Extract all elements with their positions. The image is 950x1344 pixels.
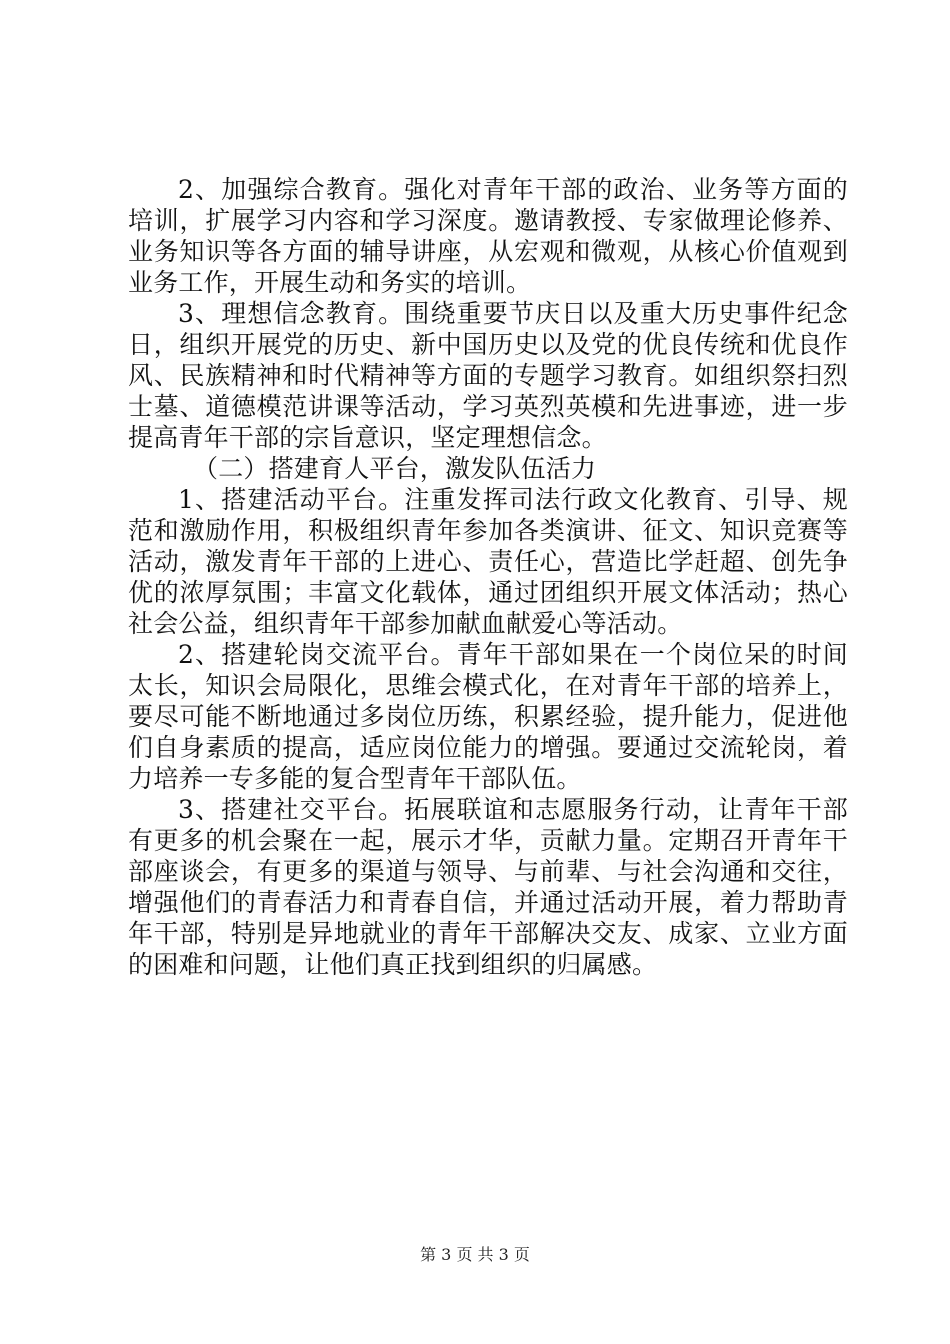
- paragraph-rotation-platform: 2、搭建轮岗交流平台。青年干部如果在一个岗位呆的时间太长，知识会局限化，思维会模式化，在对青年干部的培养上，要尽可能不断地通过多岗位历练，积累经验，提升能力，促进他们自身素质的提高，适应岗位能力的增强。要通过交流轮岗，着力培养一专多能的复合型青年干部队伍。: [128, 640, 848, 793]
- paragraph-social-platform: 3、搭建社交平台。拓展联谊和志愿服务行动，让青年干部有更多的机会聚在一起，展示才华，贡献力量。定期召开青年干部座谈会，有更多的渠道与领导、与前辈、与社会沟通和交往，增强他们的青春活力和青春自信，并通过活动开展，着力帮助青年干部，特别是异地就业的青年干部解决交友、成家、立业方面的困难和问题，让他们真正找到组织的归属感。: [128, 795, 848, 979]
- section-heading-platform: （二）搭建育人平台，激发队伍活力: [193, 454, 597, 483]
- page-footer: 第 3 页 共 3 页: [420, 1245, 530, 1264]
- paragraph-ideals-education: 3、理想信念教育。围绕重要节庆日以及重大历史事件纪念日，组织开展党的历史、新中国历史以及党的优良传统和优良作风、民族精神和时代精神等方面的专题学习教育。如组织祭扫烈士墓、道德模范讲课等活动，学习英烈英模和先进事迹，进一步提高青年干部的宗旨意识，坚定理想信念。: [128, 299, 848, 452]
- paragraph-comprehensive-education: 2、加强综合教育。强化对青年干部的政治、业务等方面的培训，扩展学习内容和学习深度。邀请教授、专家做理论修养、业务知识等各方面的辅导讲座，从宏观和微观，从核心价值观到业务工作，开展生动和务实的培训。: [128, 175, 848, 297]
- paragraph-activity-platform: 1、搭建活动平台。注重发挥司法行政文化教育、引导、规范和激励作用，积极组织青年参加各类演讲、征文、知识竞赛等活动，激发青年干部的上进心、责任心，营造比学赶超、创先争优的浓厚氛围；丰富文化载体，通过团组织开展文体活动；热心社会公益，组织青年干部参加献血献爱心等活动。: [128, 485, 848, 638]
- document-body: [128, 174, 848, 980]
